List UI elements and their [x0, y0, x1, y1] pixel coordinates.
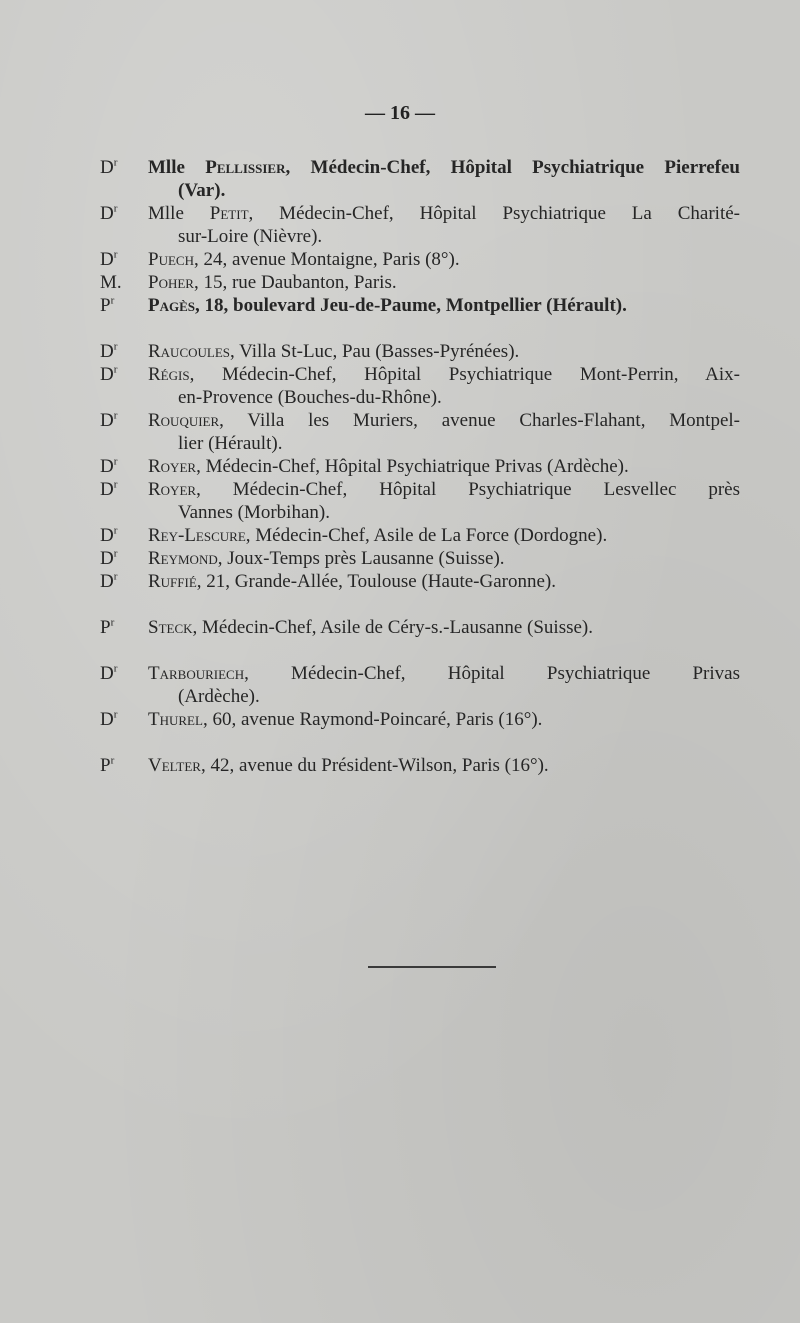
entry-prefix: Mlle [148, 157, 206, 178]
entry-first-line [148, 455, 740, 478]
entry-name: Régis [148, 364, 190, 385]
entry-title [100, 202, 117, 225]
entry-first-line [148, 662, 740, 685]
entry-continuation: sur-Loire (Nièvre). [178, 226, 323, 247]
entry-name: Pellissier [205, 157, 286, 178]
end-rule [368, 966, 496, 968]
entry-first-line [148, 340, 740, 363]
entry-name: Steck [148, 617, 193, 638]
directory-entry [100, 662, 740, 708]
directory-entry [100, 202, 740, 248]
entry-title-superscript: r [113, 662, 118, 675]
directory-entry [100, 294, 740, 317]
entry-title-abbrev: D [100, 663, 114, 684]
entry-details: , Villa St-Luc, Pau (Basses-Pyrénées). [230, 341, 520, 362]
entry-details: , 42, avenue du Président-Wilson, Paris (16°). [200, 755, 549, 776]
entry-title-superscript: r [113, 570, 118, 583]
directory-entry [100, 616, 740, 639]
directory-entry [100, 754, 740, 777]
entry-title-abbrev: P [100, 755, 111, 776]
entry-details: , 60, avenue Raymond-Poincaré, Paris (16°). [202, 709, 543, 730]
entry-name: Royer [148, 479, 197, 500]
entry-title-abbrev: D [100, 479, 114, 500]
entry-title [100, 409, 117, 432]
entry-details: , 24, avenue Montaigne, Paris (8°). [193, 249, 460, 270]
directory-entry [100, 156, 740, 202]
directory-entry [100, 340, 740, 363]
entry-title [100, 547, 117, 570]
entry-name: Poher [148, 272, 194, 293]
entry-title [100, 340, 117, 363]
entry-title-abbrev: D [100, 571, 114, 592]
entry-details: , Villa les Muriers, avenue Charles-Flahant, Montpel- [219, 410, 740, 431]
entry-continuation: lier (Hérault). [178, 433, 283, 454]
entry-title [100, 363, 117, 386]
entry-name: Thurel [148, 709, 203, 730]
entry-title-superscript: r [110, 616, 115, 629]
entry-title-superscript: r [110, 754, 115, 767]
entry-details: , Médecin-Chef, Hôpital Psychiatrique Privas (Ardèche). [196, 456, 629, 477]
entry-title-abbrev: D [100, 456, 114, 477]
entry-continuation: (Var). [178, 180, 226, 201]
entry-first-line [148, 363, 740, 386]
entry-title-abbrev: D [100, 525, 114, 546]
entry-title-superscript: r [113, 547, 118, 560]
entry-title-superscript: r [110, 294, 115, 307]
entry-first-line [148, 294, 740, 317]
directory-entry [100, 478, 740, 524]
entry-name: Rey-Lescure [148, 525, 246, 546]
entry-title-superscript: r [113, 156, 118, 169]
entry-continuation: (Ardèche). [178, 686, 260, 707]
entry-first-line [148, 524, 740, 547]
entry-details: , Médecin-Chef, Hôpital Psychiatrique Pierrefeu [285, 157, 740, 178]
entry-title [100, 662, 117, 685]
entry-title-superscript: r [113, 363, 118, 376]
directory-entry [100, 547, 740, 570]
entry-title-abbrev: M. [100, 272, 122, 293]
entry-title-abbrev: P [100, 295, 111, 316]
entry-name: Rouquier [148, 410, 220, 431]
page-number: — 16 — [365, 102, 435, 124]
entry-title-superscript: r [113, 409, 118, 422]
entry-title-abbrev: D [100, 249, 114, 270]
entry-first-line [148, 248, 740, 271]
entry-title [100, 524, 117, 547]
entry-details: , Médecin-Chef, Hôpital Psychiatrique La Charité- [248, 203, 740, 224]
entry-title [100, 248, 117, 271]
entry-details: , Joux-Temps près Lausanne (Suisse). [217, 548, 505, 569]
entry-name: Pagès [148, 295, 196, 316]
entry-title [100, 616, 114, 639]
entry-details: , Médecin-Chef, Asile de Céry-s.-Lausanne (Suisse). [192, 617, 593, 638]
entry-first-line [148, 754, 740, 777]
entry-title [100, 156, 117, 179]
entry-name: Reymond [148, 548, 218, 569]
entry-title-abbrev: D [100, 364, 114, 385]
entry-title [100, 708, 117, 731]
entry-first-line [148, 708, 740, 731]
entry-title-superscript: r [113, 455, 118, 468]
entry-title-abbrev: D [100, 203, 114, 224]
entry-title [100, 570, 117, 593]
entry-name: Royer [148, 456, 197, 477]
entry-name: Puech [148, 249, 194, 270]
entry-continuation: Vannes (Morbihan). [178, 502, 330, 523]
directory-entry [100, 248, 740, 271]
entry-details: , Médecin-Chef, Hôpital Psychiatrique Lesvellec près [196, 479, 740, 500]
directory-entry [100, 271, 740, 294]
entry-first-line [148, 202, 740, 225]
directory-entry [100, 363, 740, 409]
directory-entry [100, 455, 740, 478]
directory-entry [100, 708, 740, 731]
entry-details: , 21, Grande-Allée, Toulouse (Haute-Garonne). [196, 571, 556, 592]
entry-title-abbrev: D [100, 157, 114, 178]
directory-entry [100, 524, 740, 547]
entry-name: Tarbouriech [148, 663, 245, 684]
entry-name: Petit [209, 203, 249, 224]
entry-name: Ruffié [148, 571, 197, 592]
entry-title-abbrev: D [100, 548, 114, 569]
entry-first-line [148, 570, 740, 593]
entry-title [100, 294, 114, 317]
entry-details: , Médecin-Chef, Hôpital Psychiatrique Mont-Perrin, Aix- [189, 364, 740, 385]
entry-title-abbrev: D [100, 341, 114, 362]
entry-title-superscript: r [113, 524, 118, 537]
entry-title [100, 478, 117, 501]
entry-details: , Médecin-Chef, Asile de La Force (Dordogne). [245, 525, 608, 546]
entry-title-superscript: r [113, 248, 118, 261]
directory-entry [100, 570, 740, 593]
directory-entry [100, 409, 740, 455]
entry-title-superscript: r [113, 708, 118, 721]
entry-title-superscript: r [113, 340, 118, 353]
entry-title [100, 271, 122, 294]
entry-title-abbrev: D [100, 709, 114, 730]
entry-details: , 18, boulevard Jeu-de-Paume, Montpellier (Hérault). [195, 295, 627, 316]
entry-name: Raucoules [148, 341, 231, 362]
entry-title-abbrev: D [100, 410, 114, 431]
entry-first-line [148, 478, 740, 501]
entry-title-superscript: r [113, 478, 118, 491]
entry-details: , 15, rue Daubanton, Paris. [193, 272, 397, 293]
entry-first-line [148, 156, 740, 179]
entry-continuation: en-Provence (Bouches-du-Rhône). [178, 387, 442, 408]
entry-first-line [148, 409, 740, 432]
entry-name: Velter [148, 755, 201, 776]
entry-title [100, 754, 114, 777]
entry-first-line [148, 547, 740, 570]
entry-first-line [148, 616, 740, 639]
entry-title [100, 455, 117, 478]
entry-first-line [148, 271, 740, 294]
entry-title-abbrev: P [100, 617, 111, 638]
entry-title-superscript: r [113, 202, 118, 215]
entry-prefix: Mlle [148, 203, 210, 224]
directory-list [100, 156, 740, 777]
entry-details: , Médecin-Chef, Hôpital Psychiatrique Privas [244, 663, 740, 684]
